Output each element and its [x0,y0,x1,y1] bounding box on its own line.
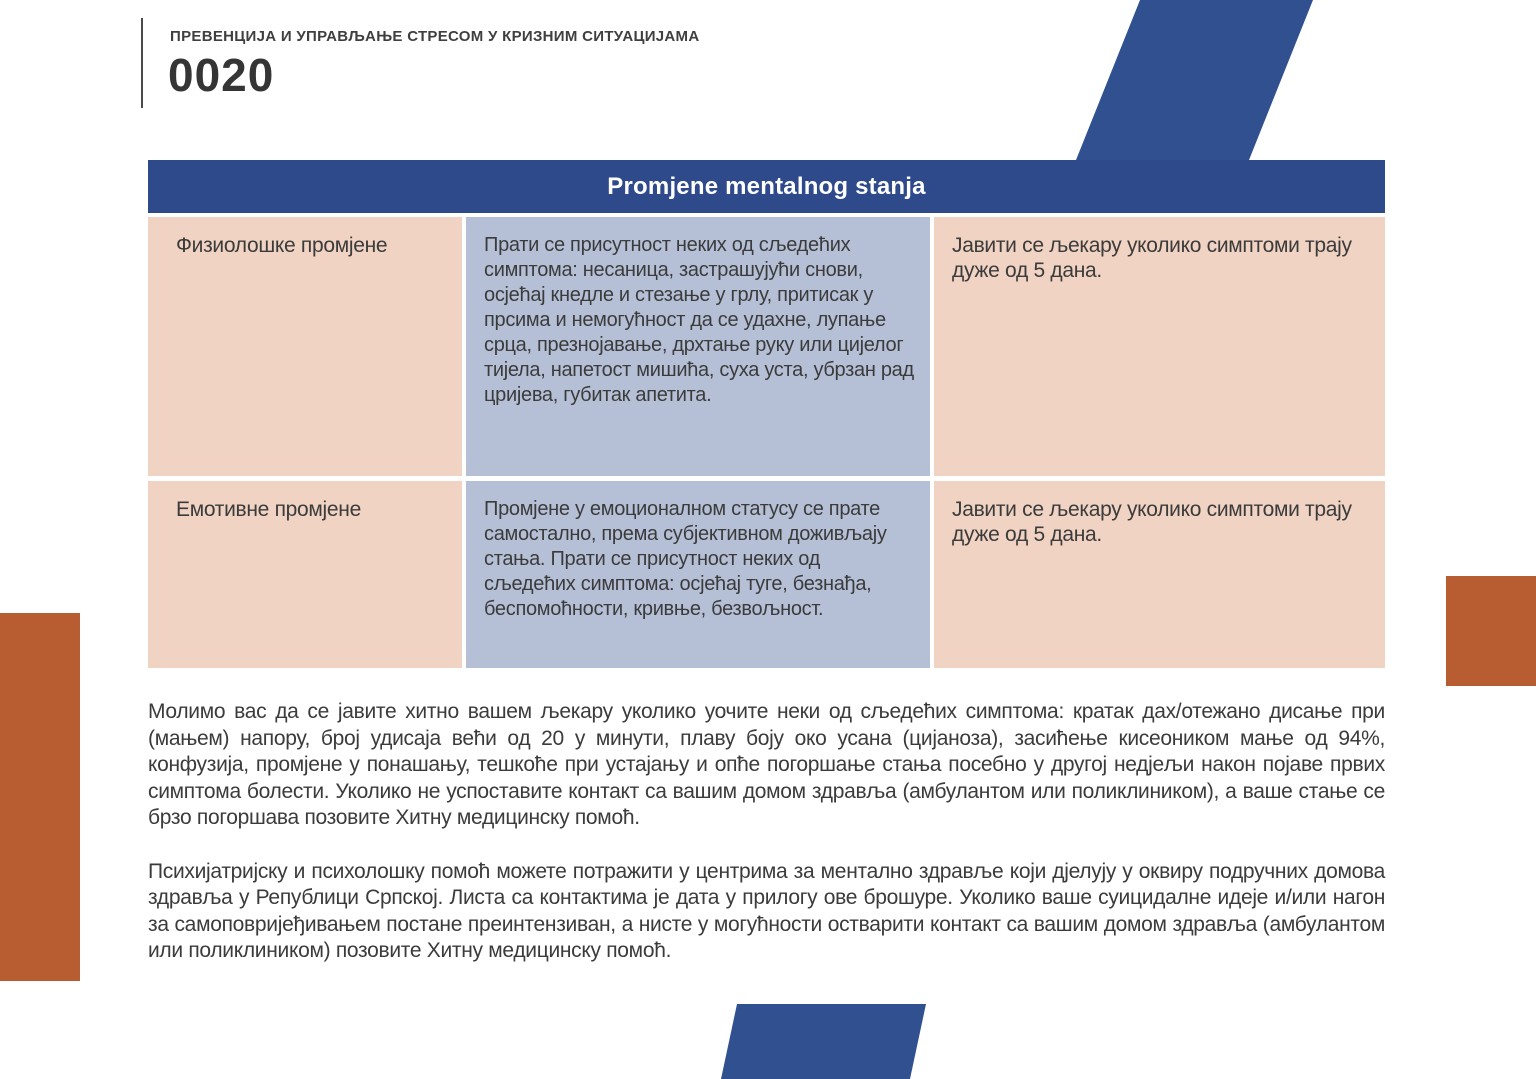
blue-parallelogram-top-decoration [1076,0,1313,160]
table-title: Promjene mentalnog stanja [607,172,926,200]
row-advice-cell: Јавити се љекару уколико симптоми трају дуже од 5 дана. [934,217,1385,476]
row-advice-cell: Јавити се љекару уколико симптоми трају дуже од 5 дана. [934,481,1385,668]
orange-rectangle-left-decoration [0,613,80,981]
table-row [148,217,1385,476]
body-text-block [148,699,1385,992]
table-row [148,481,1385,668]
table-title-bar [148,160,1385,213]
row-label-cell: Емотивне промјене [148,481,462,668]
row-description-cell: Промјене у емоционалном статусу се прате самостално, према субјективном доживљају стања. Прати се присутност неких од сљедећих симптома: осјећај туге, безнађа, беспомоћности, кривње, безвољност. [466,481,930,668]
paragraph-emergency-symptoms: Молимо вас да се јавите хитно вашем љекару уколико уочите неки од сљедећих симптома: кратак дах/отежано дисање при (мањем) напору, број удисаја већи од 20 у минути, плаву боју око усана (цијаноза), засићење кисеоником мање од 94%, конфузија, промјене у понашању, тешкоће при устајању и опће погоршање стања посебно у другој недјељи након појаве првих симптома болести. Уколико не успоставите контакт са вашим домом здравља (амбулантом или поликлиником), а ваше стање се брзо погоршава позовите Хитну медицинску помоћ. [148,700,1385,829]
header-vertical-rule [141,18,143,108]
page-number: 0020 [168,49,275,101]
paragraph-psychiatric-help: Психијатријску и психолошку помоћ можете потражити у центрима за ментално здравље који дјелују у оквиру подручних домова здравља у Републици Српској. Листа са контактима је дата у прилогу ове брошуре. Уколико ваше суицидалне идеје и/или нагон за самоповријеђивањем постане преинтензиван, а нисте у могућности остварити контакт са вашим домом здравља (амбулантом или поликлиником) позовите Хитну медицинску помоћ. [148,859,1385,962]
document-kicker-title: ПРЕВЕНЦИЈА И УПРАВЉАЊЕ СТРЕСОМ У КРИЗНИМ СИТУАЦИЈАМА [170,28,700,45]
row-label-cell: Физиолошке промјене [148,217,462,476]
row-description-cell: Прати се присутност неких од сљедећих симптома: несаница, застрашујући снови, осјећај кнедле и стезање у грлу, притисак у прсима и немогућност да се удахне, лупање срца, презнојавање, дрхтање руку или цијелог тијела, напетост мишића, суха уста, убрзан рад цријева, губитак апетита. [466,217,930,476]
orange-rectangle-right-decoration [1446,576,1536,686]
blue-parallelogram-bottom-decoration [721,1004,926,1079]
